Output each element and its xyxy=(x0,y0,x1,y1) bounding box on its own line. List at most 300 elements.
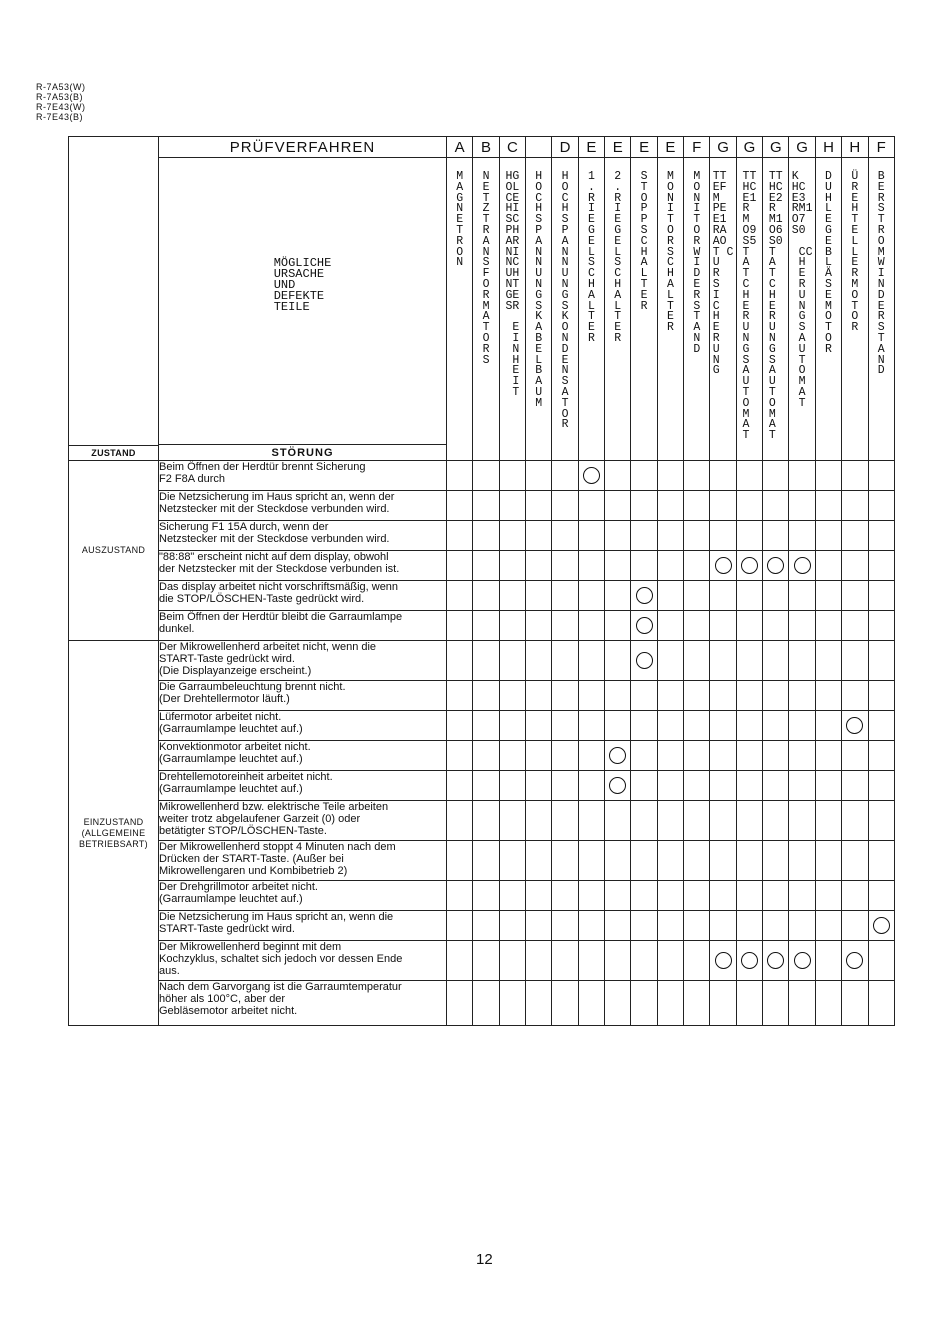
check-cell xyxy=(684,741,710,771)
fault-description xyxy=(159,801,447,841)
check-cell xyxy=(447,681,473,711)
check-cell xyxy=(578,581,604,611)
fault-description xyxy=(159,551,447,581)
check-cell xyxy=(868,801,894,841)
part-name: N E T Z T R A N S F O R M A T O R S xyxy=(482,170,490,367)
check-cell xyxy=(736,581,762,611)
part-column-header xyxy=(499,158,525,461)
check-mark-circle xyxy=(609,747,626,764)
check-cell xyxy=(789,681,815,711)
fault-description xyxy=(159,881,447,911)
check-cell xyxy=(763,681,789,711)
check-cell xyxy=(868,641,894,681)
check-cell xyxy=(684,681,710,711)
check-cell xyxy=(578,911,604,941)
check-cell xyxy=(736,461,762,491)
fault-text: Das display arbeitet nicht vorschriftsmäßig, wenn die STOP/LÖSCHEN-Taste gedrückt wird. xyxy=(159,581,399,605)
check-cell xyxy=(815,801,841,841)
check-cell xyxy=(499,521,525,551)
check-cell xyxy=(868,681,894,711)
check-cell xyxy=(684,941,710,981)
part-name: TT HC E2 R M1 O6 S0 T A T C H E R U N G S A U T O M A T xyxy=(768,170,783,443)
check-cell xyxy=(736,681,762,711)
column-letter: E xyxy=(605,137,631,158)
check-cell xyxy=(447,611,473,641)
check-cell xyxy=(578,941,604,981)
check-cell xyxy=(684,981,710,1026)
check-cell xyxy=(605,711,631,741)
check-cell xyxy=(684,491,710,521)
model-code: R-7E43(W) xyxy=(36,102,86,112)
check-cell xyxy=(605,611,631,641)
check-cell xyxy=(815,611,841,641)
check-cell xyxy=(447,801,473,841)
check-cell xyxy=(657,611,683,641)
possible-causes-text: MÖGLICHE URSACHE UND DEFEKTE TEILE xyxy=(273,255,332,314)
check-cell xyxy=(631,981,657,1026)
check-cell xyxy=(552,681,578,711)
check-cell xyxy=(868,881,894,911)
check-cell xyxy=(842,941,868,981)
check-cell xyxy=(499,641,525,681)
check-cell xyxy=(605,911,631,941)
check-cell xyxy=(842,551,868,581)
column-letter: A xyxy=(447,137,473,158)
check-cell xyxy=(473,581,499,611)
check-cell xyxy=(868,491,894,521)
check-mark-circle xyxy=(636,617,653,634)
check-cell xyxy=(868,551,894,581)
check-cell xyxy=(526,771,552,801)
check-cell xyxy=(526,641,552,681)
check-cell xyxy=(447,771,473,801)
check-cell xyxy=(736,551,762,581)
model-list xyxy=(36,82,86,122)
fault-row xyxy=(69,581,895,611)
check-cell xyxy=(631,641,657,681)
check-cell xyxy=(447,911,473,941)
troubleshooting-table xyxy=(68,136,895,1026)
part-name: M A G N E T R O N xyxy=(456,170,464,270)
check-mark-circle xyxy=(636,652,653,669)
check-cell xyxy=(578,461,604,491)
check-cell xyxy=(815,521,841,551)
check-cell xyxy=(763,771,789,801)
check-cell xyxy=(447,641,473,681)
check-cell xyxy=(684,551,710,581)
check-cell xyxy=(605,521,631,551)
check-cell xyxy=(657,461,683,491)
check-cell xyxy=(499,741,525,771)
check-cell xyxy=(499,981,525,1026)
check-cell xyxy=(499,881,525,911)
part-column-header xyxy=(526,158,552,461)
check-cell xyxy=(526,581,552,611)
check-cell xyxy=(763,461,789,491)
check-mark-circle xyxy=(767,952,784,969)
check-cell xyxy=(578,841,604,881)
column-letter: E xyxy=(631,137,657,158)
column-letter: D xyxy=(552,137,578,158)
check-cell xyxy=(815,911,841,941)
check-cell xyxy=(473,551,499,581)
check-cell xyxy=(684,611,710,641)
fault-text: Drehtellemotoreinheit arbeitet nicht. (Garraumlampe leuchtet auf.) xyxy=(159,771,333,795)
check-cell xyxy=(815,681,841,711)
check-cell xyxy=(631,841,657,881)
zone-label: EINZUSTAND (ALLGEMEINE BETRIEBSART) xyxy=(69,641,159,1026)
check-cell xyxy=(763,521,789,551)
check-cell xyxy=(710,681,736,711)
check-cell xyxy=(789,801,815,841)
fault-text: "88:88" erscheint nicht auf dem display, obwohl der Netzstecker mit der Steckdose verbunden ist. xyxy=(159,551,400,575)
check-cell xyxy=(657,551,683,581)
fault-description xyxy=(159,611,447,641)
fault-row xyxy=(69,741,895,771)
check-cell xyxy=(526,741,552,771)
check-cell xyxy=(631,881,657,911)
check-cell xyxy=(736,801,762,841)
check-cell xyxy=(657,491,683,521)
part-name: D U H L E G E B L Ä S E M O T O R xyxy=(825,170,832,356)
fault-text: Lüfermotor arbeitet nicht. (Garraumlampe leuchtet auf.) xyxy=(159,711,303,735)
check-mark-circle xyxy=(715,952,732,969)
check-cell xyxy=(526,981,552,1026)
check-cell xyxy=(868,941,894,981)
check-cell xyxy=(526,941,552,981)
check-cell xyxy=(526,881,552,911)
model-code: R-7A53(W) xyxy=(36,82,86,92)
check-cell xyxy=(605,461,631,491)
fault-row xyxy=(69,641,895,681)
column-letter: G xyxy=(789,137,815,158)
part-column-header xyxy=(842,158,868,461)
check-cell xyxy=(578,881,604,911)
check-cell xyxy=(552,881,578,911)
check-cell xyxy=(605,741,631,771)
check-cell xyxy=(473,741,499,771)
check-cell xyxy=(657,981,683,1026)
check-cell xyxy=(631,771,657,801)
check-cell xyxy=(684,521,710,551)
check-cell xyxy=(578,981,604,1026)
check-cell xyxy=(473,941,499,981)
part-name: M O N I T O R S C H A L T E R xyxy=(666,170,674,335)
check-cell xyxy=(763,911,789,941)
part-name: S T O P P S C H A L T E R xyxy=(640,170,648,313)
part-column-header xyxy=(631,158,657,461)
check-cell xyxy=(605,841,631,881)
check-mark-circle xyxy=(741,952,758,969)
check-cell xyxy=(499,581,525,611)
check-cell xyxy=(552,741,578,771)
fault-text: Der Mikrowellenherd arbeitet nicht, wenn die START-Taste gedrückt wird. (Die Displayanzeige erscheint.) xyxy=(159,641,377,677)
check-cell xyxy=(657,841,683,881)
check-cell xyxy=(526,681,552,711)
check-cell xyxy=(868,981,894,1026)
check-cell xyxy=(657,521,683,551)
check-cell xyxy=(657,911,683,941)
model-code: R-7E43(B) xyxy=(36,112,84,122)
check-cell xyxy=(710,491,736,521)
check-cell xyxy=(763,611,789,641)
check-cell xyxy=(736,841,762,881)
check-cell xyxy=(473,771,499,801)
check-cell xyxy=(815,641,841,681)
check-cell xyxy=(710,551,736,581)
fault-text: Die Netzsicherung im Haus spricht an, wenn der Netzstecker mit der Steckdose verbunden wird. xyxy=(159,491,395,515)
check-cell xyxy=(763,801,789,841)
possible-causes-label xyxy=(159,158,447,445)
check-cell xyxy=(815,841,841,881)
check-cell xyxy=(684,581,710,611)
part-name: 2 . R I E G E L S C H A L T E R xyxy=(614,170,622,345)
part-column-header xyxy=(605,158,631,461)
check-cell xyxy=(473,681,499,711)
check-cell xyxy=(657,801,683,841)
fault-description xyxy=(159,641,447,681)
check-mark-circle xyxy=(715,557,732,574)
check-cell xyxy=(710,801,736,841)
check-cell xyxy=(684,461,710,491)
check-cell xyxy=(578,611,604,641)
check-cell xyxy=(763,741,789,771)
check-cell xyxy=(789,941,815,981)
check-cell xyxy=(526,461,552,491)
check-cell xyxy=(789,881,815,911)
check-cell xyxy=(631,461,657,491)
check-cell xyxy=(815,461,841,491)
check-cell xyxy=(684,641,710,681)
check-cell xyxy=(526,711,552,741)
column-letter: G xyxy=(763,137,789,158)
check-cell xyxy=(710,581,736,611)
check-cell xyxy=(842,771,868,801)
part-column-header xyxy=(447,158,473,461)
check-cell xyxy=(605,981,631,1026)
check-cell xyxy=(552,461,578,491)
check-cell xyxy=(447,881,473,911)
check-cell xyxy=(842,981,868,1026)
check-cell xyxy=(526,611,552,641)
check-cell xyxy=(868,771,894,801)
check-cell xyxy=(605,771,631,801)
fault-row xyxy=(69,521,895,551)
check-cell xyxy=(552,911,578,941)
check-cell xyxy=(578,801,604,841)
check-mark-circle xyxy=(846,717,863,734)
check-cell xyxy=(736,641,762,681)
fault-description xyxy=(159,771,447,801)
part-name: M O N I T O R W I D E R S T A N D xyxy=(693,170,701,356)
check-cell xyxy=(710,611,736,641)
column-letter: G xyxy=(736,137,762,158)
check-cell xyxy=(447,461,473,491)
check-cell xyxy=(842,461,868,491)
check-cell xyxy=(684,711,710,741)
check-cell xyxy=(657,741,683,771)
check-cell xyxy=(631,681,657,711)
check-mark-circle xyxy=(794,557,811,574)
check-cell xyxy=(684,911,710,941)
check-cell xyxy=(552,611,578,641)
check-cell xyxy=(684,771,710,801)
check-cell xyxy=(842,681,868,711)
check-cell xyxy=(789,771,815,801)
check-cell xyxy=(605,551,631,581)
check-cell xyxy=(789,581,815,611)
check-cell xyxy=(657,771,683,801)
check-cell xyxy=(447,941,473,981)
check-cell xyxy=(473,491,499,521)
check-cell xyxy=(578,491,604,521)
check-cell xyxy=(578,711,604,741)
check-cell xyxy=(499,841,525,881)
check-cell xyxy=(815,881,841,911)
check-cell xyxy=(473,611,499,641)
fault-text: Der Drehgrillmotor arbeitet nicht. (Garraumlampe leuchtet auf.) xyxy=(159,881,318,905)
check-cell xyxy=(552,941,578,981)
fault-row xyxy=(69,611,895,641)
part-name: K HC E3 RM1 O7 S0 CC H E R U N G S A U T O M A T xyxy=(791,170,813,410)
part-column-header xyxy=(815,158,841,461)
check-cell xyxy=(605,491,631,521)
check-cell xyxy=(605,941,631,981)
part-column-header xyxy=(578,158,604,461)
check-cell xyxy=(526,841,552,881)
check-cell xyxy=(631,941,657,981)
check-cell xyxy=(815,771,841,801)
check-cell xyxy=(710,521,736,551)
check-cell xyxy=(605,881,631,911)
check-cell xyxy=(736,741,762,771)
fault-row xyxy=(69,711,895,741)
fault-row xyxy=(69,801,895,841)
check-cell xyxy=(447,581,473,611)
check-cell xyxy=(736,881,762,911)
stoerung-label: STÖRUNG xyxy=(159,445,447,461)
header-corner xyxy=(69,137,159,461)
check-cell xyxy=(710,741,736,771)
check-cell xyxy=(710,841,736,881)
check-cell xyxy=(473,641,499,681)
check-cell xyxy=(736,981,762,1026)
check-cell xyxy=(789,551,815,581)
part-column-header xyxy=(473,158,499,461)
check-cell xyxy=(499,801,525,841)
check-cell xyxy=(657,581,683,611)
fault-text: Mikrowellenherd bzw. elektrische Teile arbeiten weiter trotz abgelaufener Garzeit (0) oder betätigter STOP/LÖSCHEN-Taste. xyxy=(159,801,389,837)
fault-text: Die Netzsicherung im Haus spricht an, wenn die START-Taste gedrückt wird. xyxy=(159,911,394,935)
check-cell xyxy=(552,641,578,681)
check-cell xyxy=(605,581,631,611)
check-cell xyxy=(631,801,657,841)
check-cell xyxy=(815,491,841,521)
check-cell xyxy=(684,801,710,841)
part-name: H O C H S P A N N U N G S K O N D E N S A T O R xyxy=(561,170,569,432)
fault-description xyxy=(159,681,447,711)
fault-row xyxy=(69,981,895,1026)
check-cell xyxy=(578,521,604,551)
check-cell xyxy=(815,981,841,1026)
page-number: 12 xyxy=(476,1251,493,1268)
fault-row xyxy=(69,551,895,581)
check-cell xyxy=(578,551,604,581)
check-cell xyxy=(631,611,657,641)
check-cell xyxy=(842,491,868,521)
check-cell xyxy=(842,911,868,941)
check-cell xyxy=(499,771,525,801)
check-cell xyxy=(447,711,473,741)
part-column-header xyxy=(868,158,894,461)
check-mark-circle xyxy=(741,557,758,574)
check-cell xyxy=(473,981,499,1026)
check-cell xyxy=(473,711,499,741)
check-cell xyxy=(789,841,815,881)
check-cell xyxy=(868,911,894,941)
column-letter: C xyxy=(499,137,525,158)
check-cell xyxy=(842,611,868,641)
check-cell xyxy=(763,981,789,1026)
check-cell xyxy=(710,881,736,911)
check-cell xyxy=(736,771,762,801)
check-cell xyxy=(447,981,473,1026)
check-cell xyxy=(763,641,789,681)
check-cell xyxy=(736,491,762,521)
check-cell xyxy=(789,491,815,521)
part-column-header xyxy=(684,158,710,461)
check-cell xyxy=(763,841,789,881)
check-cell xyxy=(526,911,552,941)
check-cell xyxy=(710,981,736,1026)
column-letter: E xyxy=(657,137,683,158)
column-letter: G xyxy=(710,137,736,158)
check-cell xyxy=(710,941,736,981)
model-code: R-7A53(B) xyxy=(36,92,84,102)
fault-row xyxy=(69,941,895,981)
fault-row xyxy=(69,491,895,521)
check-cell xyxy=(552,711,578,741)
check-cell xyxy=(473,801,499,841)
check-cell xyxy=(842,801,868,841)
check-cell xyxy=(710,911,736,941)
check-cell xyxy=(789,611,815,641)
column-letter: F xyxy=(868,137,894,158)
fault-text: Beim Öffnen der Herdtür bleibt die Garraumlampe dunkel. xyxy=(159,611,403,635)
check-cell xyxy=(473,841,499,881)
check-cell xyxy=(657,641,683,681)
check-cell xyxy=(763,491,789,521)
fault-description xyxy=(159,461,447,491)
check-cell xyxy=(736,911,762,941)
fault-row xyxy=(69,771,895,801)
fault-row xyxy=(69,841,895,881)
fault-description xyxy=(159,581,447,611)
check-mark-circle xyxy=(609,777,626,794)
check-cell xyxy=(631,491,657,521)
check-cell xyxy=(789,461,815,491)
check-cell xyxy=(684,841,710,881)
check-cell xyxy=(657,681,683,711)
part-column-header xyxy=(552,158,578,461)
check-cell xyxy=(710,461,736,491)
check-cell xyxy=(842,881,868,911)
check-cell xyxy=(789,981,815,1026)
check-cell xyxy=(552,981,578,1026)
check-cell xyxy=(789,711,815,741)
check-cell xyxy=(499,551,525,581)
check-cell xyxy=(631,711,657,741)
